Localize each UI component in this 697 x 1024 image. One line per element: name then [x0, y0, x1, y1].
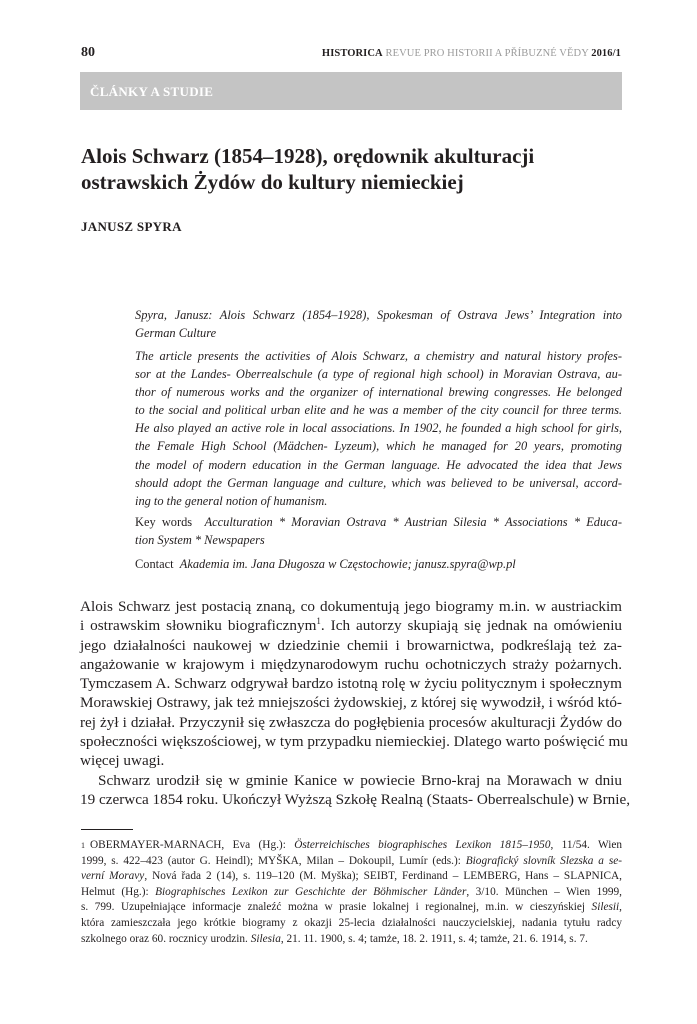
- abstract-line: The article presents the activities of Alois Schwarz, a chemistry and natural history profes-: [135, 349, 622, 363]
- page-number: 80: [81, 45, 95, 60]
- footnote-text: szkolnego oraz 60. rocznicy urodzin.: [81, 932, 251, 945]
- body-line: rej żył i działał. Przyczynił się zwłaszcza do pogłębienia procesów akulturacji Żydów do: [80, 713, 622, 731]
- body-text: Alois Schwarz jest postacią znaną, co dokumentują jego biogramy m.in. w austriackim i ostrawskim słowniku biograficznym$^1$. Ich autorzy skupiają się jednak na omówieniu jego działalności naukowej w dziedzinie chemii i browarnictwa, podkreślają też za- angażowanie w krajowym i międzynarodowym ruchu ochotniczych straży pożarnych. Tymczasem A. Schwarz odgrywał bardzo istotną rolę w życiu politycznym i społecznym Morawskiej Ostrawy, jak też mniejszości żydowskiej, z której się wywodził, i wśród któ- rej żył i działał. Przyczynił się zwłaszcza do pogłębienia procesów akulturacji Żydów do społeczności większościowej, w tym przypadku niemieckiej. Dlatego warto poświęcić mu więcej uwagi. Schwarz urodził się w gminie Kanice w powiecie Brno-kraj na Morawach w dniu 19 czerwca 1854 roku. Ukończył Wyższą Szkołę Realną (Staats- Oberrealschule) w Brnie,: [80, 598, 630, 808]
- citation-line: Spyra, Janusz: Alois Schwarz (1854–1928), Spokesman of Ostrava Jews’ Integration into: [135, 308, 622, 322]
- footnote-title: verní Moravy: [81, 870, 145, 883]
- abstract-line: the model of modern education in the German language. He advocated the idea that Jews: [135, 457, 622, 472]
- abstract-line: ing to the general notion of humanism.: [135, 493, 328, 508]
- article-author: JANUSZ SPYRA: [81, 219, 182, 234]
- footnote-text: 1999, s. 422–423 (autor G. Heindl); MYŠKA, Milan – Dokoupil, Lumír (eds.):: [81, 854, 466, 867]
- footnote-line: [81, 854, 622, 870]
- contact-label: Contact: [135, 557, 174, 571]
- abstract-line: should adopt the German language and culture, which was believed to be universal, accord-: [135, 475, 622, 490]
- body-line: Alois Schwarz jest postacią znaną, co dokumentują jego biogramy m.in. w austriackim: [80, 598, 622, 615]
- footnote-title: Österreichisches biographisches Lexikon 1815–1950: [294, 839, 551, 851]
- section-label: ČLÁNKY A STUDIE: [90, 84, 214, 99]
- footnote-line: [81, 885, 622, 901]
- footnote-text: , Nová řada 2 (14), s. 119–120 (M. Myška); SEIBT, Ferdinand – LEMBERG, Hans – SLAPNICA,: [144, 870, 622, 883]
- footnote-text: Helmut (Hg.):: [81, 885, 156, 898]
- abstract-line: He also played an active role in local associations. In 1902, he founded a high school for girls,: [135, 421, 622, 436]
- body-line: angażowanie w krajowym i międzynarodowym ruchu ochotniczych straży pożarnych.: [80, 655, 622, 673]
- footnote-line: [81, 900, 622, 916]
- citation-line: German Culture: [135, 326, 217, 341]
- footnote-divider: [81, 829, 133, 830]
- footnote-title: Silesii: [591, 901, 620, 914]
- keywords-text: tion System * Newspapers: [135, 533, 265, 548]
- footnote-text: ,: [619, 901, 622, 914]
- footnote-title: Silesia: [250, 932, 281, 945]
- abstract-line: thor of numerous works and the organizer of international brewing congresses. He belonged: [135, 385, 622, 400]
- abstract-line: sor at the Landes- Oberrealschule (a type of regional high school) in Moravian Ostrava, au-: [135, 367, 622, 382]
- footnote-line: [81, 869, 622, 885]
- footnote-marker: 1: [81, 841, 85, 850]
- abstract-line: to the social and political urban elite and he was a member of the city council for three terms.: [135, 403, 622, 418]
- body-line: Morawskiej Ostrawy, jak też mniejszości żydowskiej, z której się wywodził, i wśród któ-: [80, 694, 622, 712]
- body-line: więcej uwagi.: [80, 752, 165, 770]
- body-line: Tymczasem A. Schwarz odgrywał bardzo istotną rolę w życiu politycznym i społecznym: [80, 675, 622, 693]
- article-title: Alois Schwarz (1854–1928), orędownik akulturacji ostrawskich Żydów do kultury niemieckiej: [81, 144, 535, 194]
- footnote-text: , 3/10. München – Wien 1999,: [466, 885, 623, 898]
- footnote-line: [81, 838, 622, 854]
- footnote-title: Biographisches Lexikon zur Geschichte der Böhmischer Länder: [155, 885, 467, 898]
- abstract-line: the Female High School (Mädchen- Lyzeum), which he managed for 20 years, promoting: [135, 439, 622, 454]
- abstract-text: [135, 347, 622, 510]
- footnote-text: która zamieszczała jego krótkie biogramy z okazji 25-lecia działalności nauczycielskiej, nadania tytułu radcy: [81, 916, 622, 929]
- footnote-line: [81, 916, 622, 932]
- keywords: [135, 513, 622, 549]
- footnote-title: Biografický slovník Slezska a se-: [465, 854, 622, 867]
- body-line: 19 czerwca 1854 roku. Ukończył Wyższą Szkołę Realną (Staats- Oberrealschule) w Brnie,: [80, 790, 630, 808]
- keywords-label: Key words: [135, 515, 193, 529]
- body-line: Schwarz urodził się w gminie Kanice w powiecie Brno-kraj na Morawach w dniu: [98, 771, 622, 789]
- footnote: [81, 838, 622, 947]
- body-line: jego działalności naukowej w dziedzinie chemii i browarnictwa, podkreślają też za-: [80, 636, 622, 654]
- body-line: i ostrawskim słowniku biograficznym: [80, 617, 317, 635]
- keywords-text: Acculturation * Moravian Ostrava * Austrian Silesia * Associations * Educa-: [204, 515, 623, 529]
- running-header: [322, 48, 621, 59]
- footnote-ref[interactable]: 1: [316, 616, 321, 627]
- section-band: [80, 72, 622, 110]
- footnote-text: s. 799. Uzupełniające informacje znaleźć można w prasie lokalnej i regionalnej, m.in. w cieszyńskiej: [81, 901, 592, 914]
- body-line: społeczności większościowej, w tym przypadku niemieckiej. Dlatego warto poświęcić mu: [80, 733, 628, 751]
- footnote-line: [81, 932, 622, 948]
- journal-name: HISTORICA: [321, 48, 383, 59]
- journal-issue: 2016/1: [591, 48, 621, 59]
- footnote-text: OBERMAYER-MARNACH, Eva (Hg.):: [90, 839, 295, 851]
- footnote-text: , 11/54. Wien: [550, 839, 623, 851]
- abstract-citation: [135, 306, 622, 342]
- footnote-text: , 21. 11. 1900, s. 4; tamże, 18. 2. 1911, s. 4; tamże, 21. 6. 1914, s. 7.: [280, 932, 588, 945]
- contact-text[interactable]: Akademia im. Jana Długosza w Częstochowie; janusz.spyra@wp.pl: [179, 557, 516, 571]
- contact: [135, 555, 622, 573]
- journal-subtitle: REVUE PRO HISTORII A PŘÍBUZNÉ VĚDY: [385, 48, 589, 59]
- body-line: Ich autorzy skupiają się jednak na omówieniu: [330, 617, 623, 635]
